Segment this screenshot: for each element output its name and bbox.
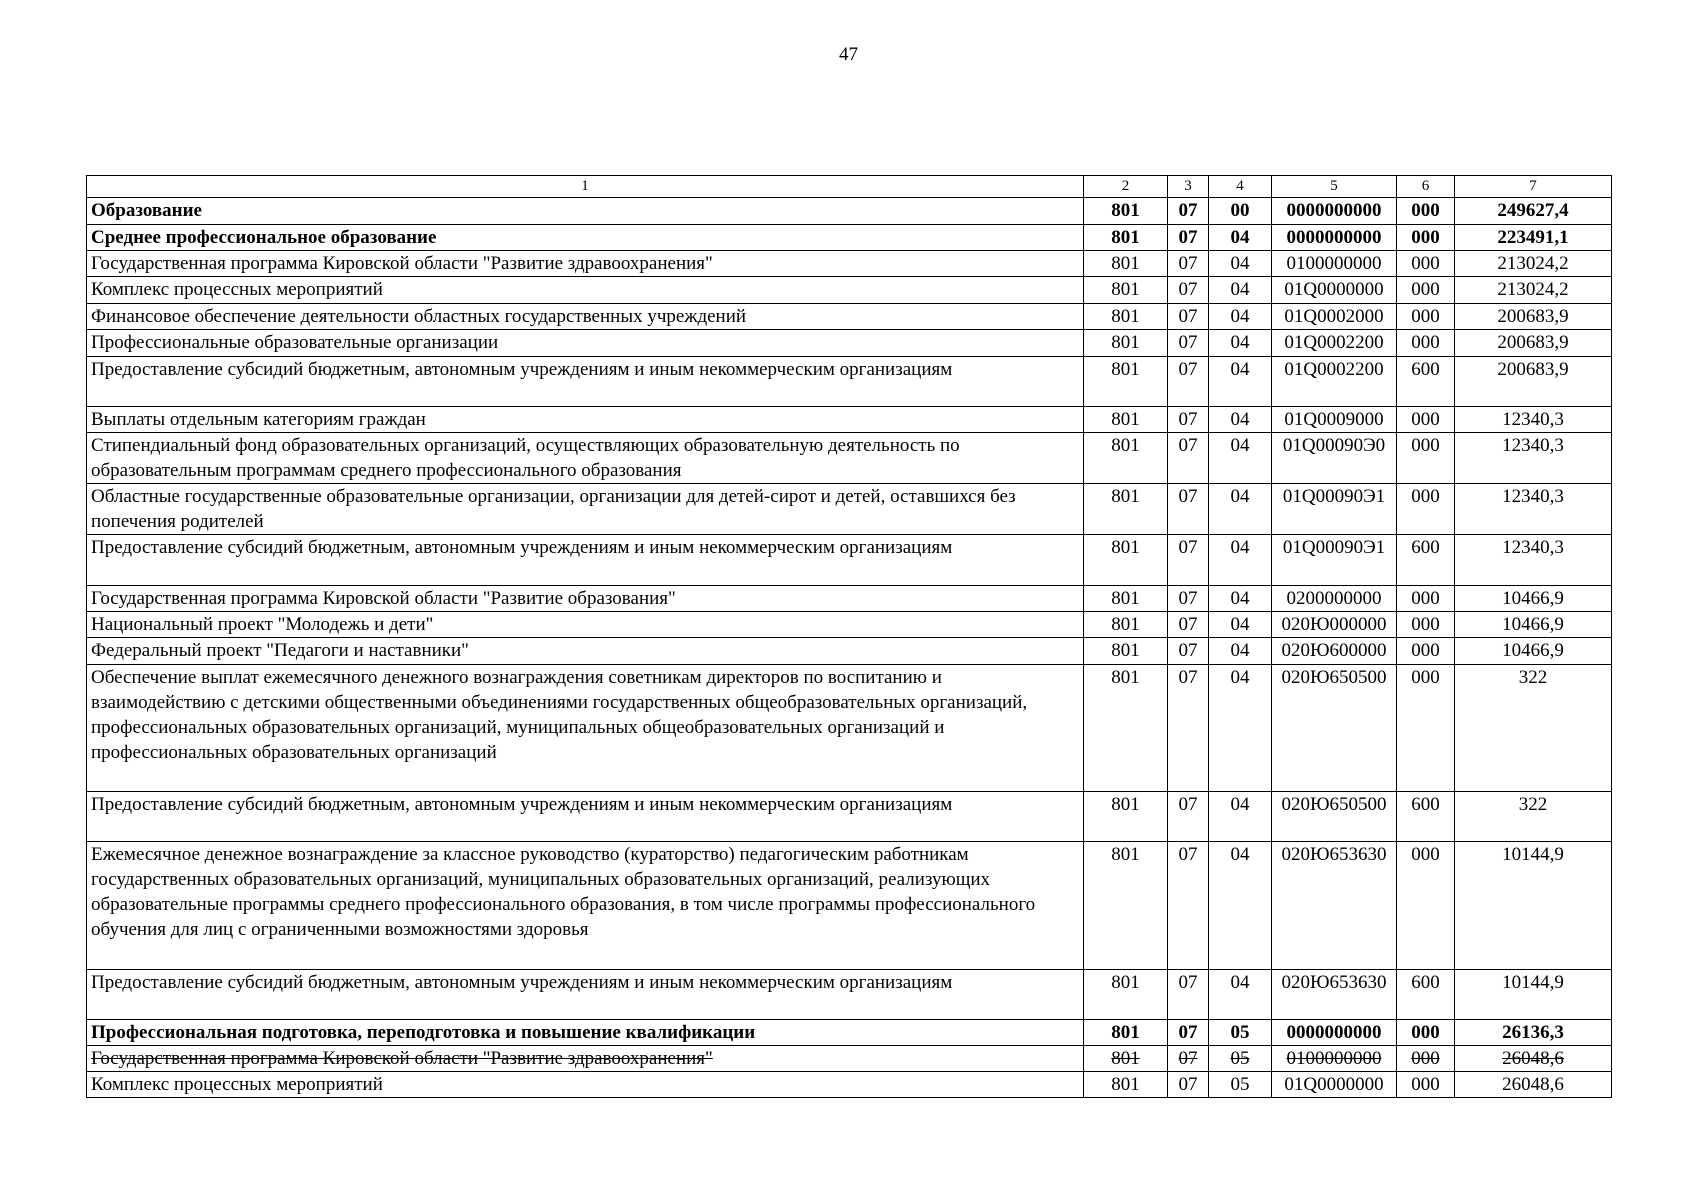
cell-code-6: 000 <box>1397 304 1455 330</box>
cell-code-6: 000 <box>1397 586 1455 612</box>
column-header: 2 <box>1084 176 1168 198</box>
cell-code-2: 801 <box>1084 792 1168 842</box>
cell-amount: 10466,9 <box>1455 638 1612 665</box>
cell-code-4: 04 <box>1209 330 1272 357</box>
table-row <box>87 638 1612 665</box>
cell-code-5: 01Q0002200 <box>1272 357 1397 407</box>
cell-code-5: 0100000000 <box>1272 1046 1397 1072</box>
cell-code-2: 801 <box>1084 198 1168 225</box>
cell-code-5: 01Q00090Э1 <box>1272 535 1397 586</box>
cell-code-3: 07 <box>1168 612 1209 638</box>
cell-code-6: 600 <box>1397 792 1455 842</box>
cell-code-2: 801 <box>1084 277 1168 304</box>
row-name: Стипендиальный фонд образовательных организаций, осуществляющих образовательную деятельность по образовательным программам среднего профессионального образования <box>87 433 1084 484</box>
budget-table <box>86 175 1612 1098</box>
cell-code-2: 801 <box>1084 535 1168 586</box>
table-row <box>87 1046 1612 1072</box>
table-row <box>87 665 1612 792</box>
row-name: Предоставление субсидий бюджетным, автономным учреждениям и иным некоммерческим организациям <box>87 970 1084 1020</box>
cell-code-3: 07 <box>1168 225 1209 251</box>
row-name: Комплекс процессных мероприятий <box>87 277 1084 304</box>
table-row <box>87 1072 1612 1098</box>
cell-code-6: 000 <box>1397 407 1455 433</box>
table-row <box>87 357 1612 407</box>
row-name: Среднее профессиональное образование <box>87 225 1084 251</box>
cell-code-3: 07 <box>1168 433 1209 484</box>
cell-code-4: 05 <box>1209 1072 1272 1098</box>
table-row <box>87 1020 1612 1046</box>
cell-code-6: 000 <box>1397 330 1455 357</box>
cell-amount: 200683,9 <box>1455 330 1612 357</box>
cell-code-3: 07 <box>1168 407 1209 433</box>
cell-code-2: 801 <box>1084 586 1168 612</box>
row-name: Комплекс процессных мероприятий <box>87 1072 1084 1098</box>
table-row <box>87 792 1612 842</box>
cell-code-3: 07 <box>1168 586 1209 612</box>
cell-code-4: 04 <box>1209 842 1272 970</box>
column-header: 5 <box>1272 176 1397 198</box>
cell-code-4: 04 <box>1209 225 1272 251</box>
row-name: Государственная программа Кировской области "Развитие здравоохранения" <box>87 251 1084 277</box>
cell-amount: 10466,9 <box>1455 586 1612 612</box>
cell-code-3: 07 <box>1168 1020 1209 1046</box>
cell-code-4: 04 <box>1209 612 1272 638</box>
cell-code-5: 01Q0009000 <box>1272 407 1397 433</box>
cell-code-5: 0000000000 <box>1272 198 1397 225</box>
cell-code-3: 07 <box>1168 665 1209 792</box>
cell-code-2: 801 <box>1084 1020 1168 1046</box>
row-name: Обеспечение выплат ежемесячного денежного вознаграждения советникам директоров по воспитанию и взаимодействию с детскими общественными объединениями государственных общеобразовательных организаций, профессиональных образовательных организаций, муниципальных общеобразовательных организаций и профессиональных образовательных организаций <box>87 665 1084 792</box>
cell-code-2: 801 <box>1084 665 1168 792</box>
cell-amount: 200683,9 <box>1455 357 1612 407</box>
cell-code-3: 07 <box>1168 304 1209 330</box>
column-header: 1 <box>87 176 1084 198</box>
cell-code-6: 000 <box>1397 1046 1455 1072</box>
cell-code-5: 01Q0000000 <box>1272 277 1397 304</box>
table-row <box>87 277 1612 304</box>
row-name: Образование <box>87 198 1084 225</box>
cell-code-6: 000 <box>1397 1020 1455 1046</box>
cell-code-6: 000 <box>1397 251 1455 277</box>
cell-code-6: 000 <box>1397 665 1455 792</box>
cell-code-2: 801 <box>1084 1072 1168 1098</box>
cell-code-5: 01Q00090Э1 <box>1272 484 1397 535</box>
cell-code-5: 0000000000 <box>1272 1020 1397 1046</box>
cell-amount: 12340,3 <box>1455 407 1612 433</box>
cell-code-6: 000 <box>1397 225 1455 251</box>
row-name: Профессиональные образовательные организации <box>87 330 1084 357</box>
table-row <box>87 407 1612 433</box>
table-row <box>87 433 1612 484</box>
cell-code-5: 020Ю600000 <box>1272 638 1397 665</box>
row-name: Предоставление субсидий бюджетным, автономным учреждениям и иным некоммерческим организациям <box>87 792 1084 842</box>
cell-code-6: 600 <box>1397 535 1455 586</box>
cell-code-2: 801 <box>1084 484 1168 535</box>
page-number: 47 <box>839 44 858 65</box>
table-row <box>87 842 1612 970</box>
cell-code-4: 04 <box>1209 970 1272 1020</box>
column-header: 4 <box>1209 176 1272 198</box>
cell-code-4: 05 <box>1209 1046 1272 1072</box>
cell-amount: 10466,9 <box>1455 612 1612 638</box>
cell-code-2: 801 <box>1084 1046 1168 1072</box>
cell-amount: 12340,3 <box>1455 433 1612 484</box>
cell-code-2: 801 <box>1084 638 1168 665</box>
row-name: Выплаты отдельным категориям граждан <box>87 407 1084 433</box>
cell-amount: 213024,2 <box>1455 277 1612 304</box>
cell-code-4: 04 <box>1209 357 1272 407</box>
cell-code-4: 04 <box>1209 535 1272 586</box>
row-name: Финансовое обеспечение деятельности областных государственных учреждений <box>87 304 1084 330</box>
cell-code-5: 020Ю650500 <box>1272 792 1397 842</box>
row-name: Государственная программа Кировской области "Развитие здравоохранения" <box>87 1046 1084 1072</box>
cell-code-6: 600 <box>1397 970 1455 1020</box>
cell-amount: 10144,9 <box>1455 970 1612 1020</box>
cell-code-4: 04 <box>1209 638 1272 665</box>
cell-amount: 26048,6 <box>1455 1046 1612 1072</box>
cell-code-6: 000 <box>1397 433 1455 484</box>
cell-code-6: 000 <box>1397 1072 1455 1098</box>
cell-code-5: 0100000000 <box>1272 251 1397 277</box>
table-row <box>87 225 1612 251</box>
cell-amount: 223491,1 <box>1455 225 1612 251</box>
cell-code-2: 801 <box>1084 407 1168 433</box>
cell-code-5: 020Ю653630 <box>1272 970 1397 1020</box>
table-row <box>87 535 1612 586</box>
cell-code-6: 000 <box>1397 277 1455 304</box>
cell-code-4: 04 <box>1209 433 1272 484</box>
cell-code-3: 07 <box>1168 1046 1209 1072</box>
cell-code-3: 07 <box>1168 842 1209 970</box>
cell-code-6: 600 <box>1397 357 1455 407</box>
cell-code-6: 000 <box>1397 612 1455 638</box>
cell-code-2: 801 <box>1084 970 1168 1020</box>
cell-code-6: 000 <box>1397 198 1455 225</box>
cell-code-3: 07 <box>1168 638 1209 665</box>
cell-amount: 213024,2 <box>1455 251 1612 277</box>
cell-code-3: 07 <box>1168 277 1209 304</box>
cell-code-4: 04 <box>1209 407 1272 433</box>
row-name: Государственная программа Кировской области "Развитие образования" <box>87 586 1084 612</box>
cell-code-3: 07 <box>1168 357 1209 407</box>
table-row <box>87 198 1612 225</box>
cell-code-3: 07 <box>1168 484 1209 535</box>
row-name: Национальный проект "Молодежь и дети" <box>87 612 1084 638</box>
cell-code-5: 01Q0000000 <box>1272 1072 1397 1098</box>
cell-code-5: 01Q0002000 <box>1272 304 1397 330</box>
cell-code-4: 04 <box>1209 586 1272 612</box>
row-name: Областные государственные образовательные организации, организации для детей-сирот и детей, оставшихся без попечения родителей <box>87 484 1084 535</box>
cell-amount: 12340,3 <box>1455 535 1612 586</box>
cell-code-2: 801 <box>1084 842 1168 970</box>
cell-code-5: 0200000000 <box>1272 586 1397 612</box>
cell-code-3: 07 <box>1168 251 1209 277</box>
cell-code-3: 07 <box>1168 198 1209 225</box>
row-name: Федеральный проект "Педагоги и наставники" <box>87 638 1084 665</box>
table-row <box>87 251 1612 277</box>
row-name: Профессиональная подготовка, переподготовка и повышение квалификации <box>87 1020 1084 1046</box>
cell-amount: 26136,3 <box>1455 1020 1612 1046</box>
cell-code-3: 07 <box>1168 535 1209 586</box>
cell-code-4: 05 <box>1209 1020 1272 1046</box>
cell-amount: 249627,4 <box>1455 198 1612 225</box>
cell-code-3: 07 <box>1168 792 1209 842</box>
cell-code-3: 07 <box>1168 970 1209 1020</box>
table-row <box>87 484 1612 535</box>
cell-code-2: 801 <box>1084 357 1168 407</box>
cell-amount: 10144,9 <box>1455 842 1612 970</box>
column-header: 6 <box>1397 176 1455 198</box>
table-row <box>87 970 1612 1020</box>
cell-code-5: 01Q0002200 <box>1272 330 1397 357</box>
cell-code-5: 01Q00090Э0 <box>1272 433 1397 484</box>
cell-code-5: 020Ю650500 <box>1272 665 1397 792</box>
cell-code-4: 04 <box>1209 665 1272 792</box>
cell-code-6: 000 <box>1397 842 1455 970</box>
cell-code-2: 801 <box>1084 304 1168 330</box>
cell-code-5: 0000000000 <box>1272 225 1397 251</box>
cell-amount: 26048,6 <box>1455 1072 1612 1098</box>
cell-amount: 200683,9 <box>1455 304 1612 330</box>
cell-code-5: 020Ю653630 <box>1272 842 1397 970</box>
cell-code-2: 801 <box>1084 612 1168 638</box>
cell-code-3: 07 <box>1168 330 1209 357</box>
cell-code-4: 04 <box>1209 484 1272 535</box>
column-header: 3 <box>1168 176 1209 198</box>
table-row <box>87 304 1612 330</box>
cell-amount: 322 <box>1455 792 1612 842</box>
cell-code-6: 000 <box>1397 638 1455 665</box>
table-header-row <box>87 176 1612 198</box>
table-row <box>87 612 1612 638</box>
cell-code-5: 020Ю000000 <box>1272 612 1397 638</box>
cell-amount: 322 <box>1455 665 1612 792</box>
cell-code-4: 04 <box>1209 277 1272 304</box>
cell-code-4: 00 <box>1209 198 1272 225</box>
column-header: 7 <box>1455 176 1612 198</box>
cell-code-2: 801 <box>1084 251 1168 277</box>
cell-code-4: 04 <box>1209 792 1272 842</box>
cell-code-4: 04 <box>1209 304 1272 330</box>
row-name: Предоставление субсидий бюджетным, автономным учреждениям и иным некоммерческим организациям <box>87 535 1084 586</box>
cell-code-2: 801 <box>1084 225 1168 251</box>
cell-code-6: 000 <box>1397 484 1455 535</box>
row-name: Предоставление субсидий бюджетным, автономным учреждениям и иным некоммерческим организациям <box>87 357 1084 407</box>
cell-code-3: 07 <box>1168 1072 1209 1098</box>
cell-code-2: 801 <box>1084 330 1168 357</box>
table-row <box>87 586 1612 612</box>
table-row <box>87 330 1612 357</box>
cell-code-4: 04 <box>1209 251 1272 277</box>
cell-code-2: 801 <box>1084 433 1168 484</box>
row-name: Ежемесячное денежное вознаграждение за классное руководство (кураторство) педагогическим работникам государственных образовательных организаций, муниципальных образовательных организаций, реализующих образовательные программы среднего профессионального образования, в том числе программы профессионального обучения для лиц с ограниченными возможностями здоровья <box>87 842 1084 970</box>
cell-amount: 12340,3 <box>1455 484 1612 535</box>
